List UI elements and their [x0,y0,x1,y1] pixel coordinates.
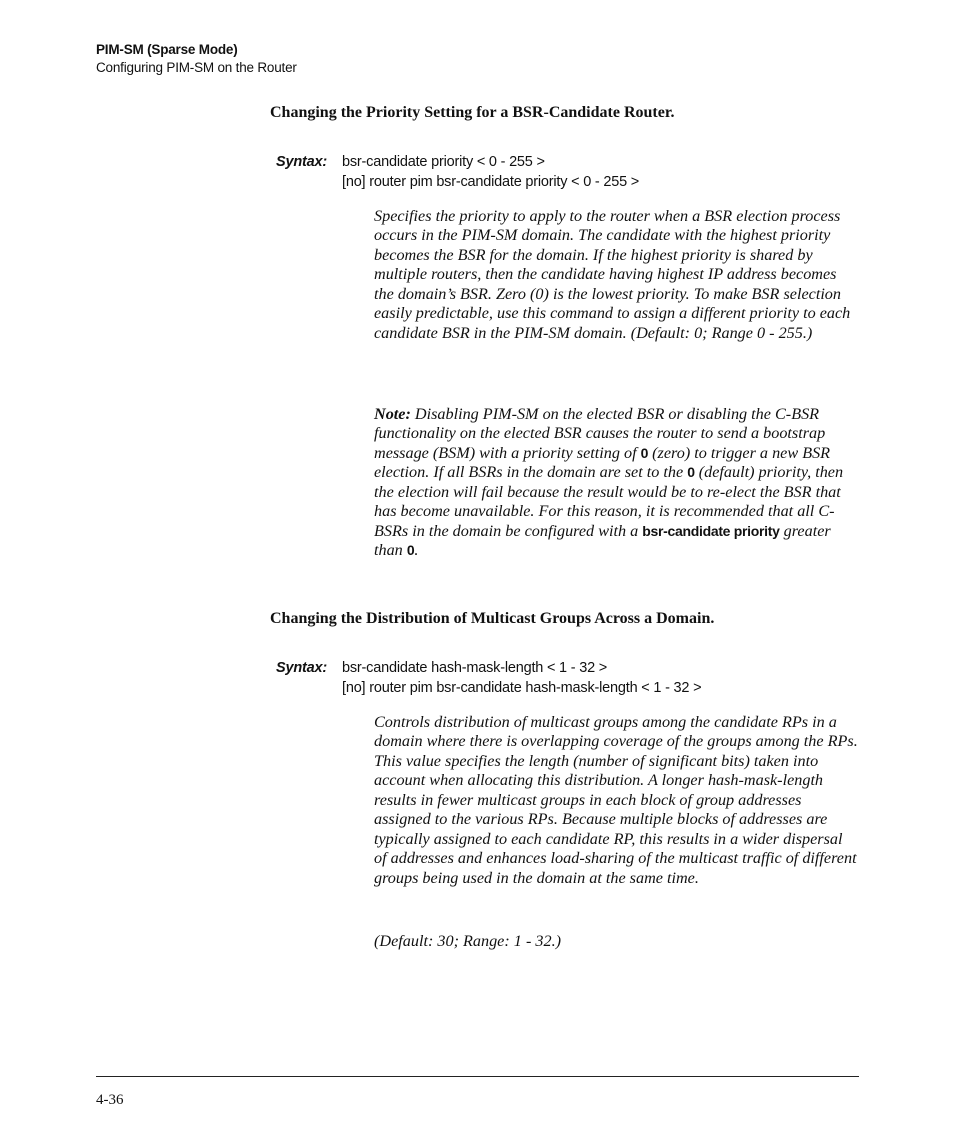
note-bsr-priority [374,405,858,561]
syntax-line: [no] router pim bsr-candidate priority < 0 - 255 > [342,173,640,190]
syntax-label: Syntax: [276,154,327,170]
description-bsr-priority: Specifies the priority to apply to the router when a BSR election process occurs in the PIM-SM domain. The candidate with the highest priority becomes the BSR for the domain. If the highest priority is shared by multiple routers, then the candidate having highest IP address becomes the domain’s BSR. Zero (0) is the lowest priority. To make BSR selection easily predictable, use this command to assign a different priority to each candidate BSR in the PIM-SM domain. (Default: 0; Range 0 - 255.) [374,207,851,342]
syntax-label: Syntax: [276,660,327,676]
description-hash-mask-length: Controls distribution of multicast groups among the candidate RPs in a domain where there is overlapping coverage of the groups among the RPs. This value specifies the length (number of significant bits) taken into account when allocating this distribution. A longer hash-mask-length results in fewer multicast groups in each block of group addresses assigned to the various RPs. Because multiple blocks of addresses are typically assigned to each candidate RP, this results in a wider dispersal of addresses and enhances load-sharing of the multicast traffic of different groups being used in the domain at the same time. [374,713,858,887]
running-header [96,41,297,77]
note-value: 0 [640,444,649,461]
note-text: greater than [374,521,831,560]
page-number: 4-36 [96,1092,124,1108]
syntax-line: bsr-candidate priority < 0 - 255 > [342,154,545,170]
note-text: Disabling PIM-SM on the elected BSR or disabling the C-BSR functionality on the elected BSR causes the router to send a bootstrap message (BSM) with a priority setting of [374,405,826,462]
section-title: Configuring PIM-SM on the Router [96,60,297,75]
note-command: bsr-candidate priority [642,522,780,539]
note-text: (default) priority, then the election will fail because the result would be to re-elect the BSR that has become unavailable. For this reason, it is recommended that all C-BSRs in the domain be configured with a [374,463,844,540]
heading-hash-mask-length: Changing the Distribution of Multicast Groups Across a Domain. [270,610,715,627]
note-text: (zero) to trigger a new BSR election. If all BSRs in the domain are set to the [374,443,831,482]
default-hash-mask-length: (Default: 30; Range: 1 - 32.) [374,932,562,950]
footer-rule [96,1076,859,1077]
note-label: Note: [374,405,411,423]
note-value: 0 [687,464,695,481]
syntax-lines [342,153,639,192]
note-text: . [414,541,419,560]
heading-bsr-priority: Changing the Priority Setting for a BSR-Candidate Router. [270,104,675,121]
chapter-title: PIM-SM (Sparse Mode) [96,42,238,57]
note-value: 0 [406,542,415,559]
syntax-line: bsr-candidate hash-mask-length < 1 - 32 > [342,660,608,676]
syntax-lines [342,659,701,698]
syntax-line: [no] router pim bsr-candidate hash-mask-length < 1 - 32 > [342,679,702,696]
